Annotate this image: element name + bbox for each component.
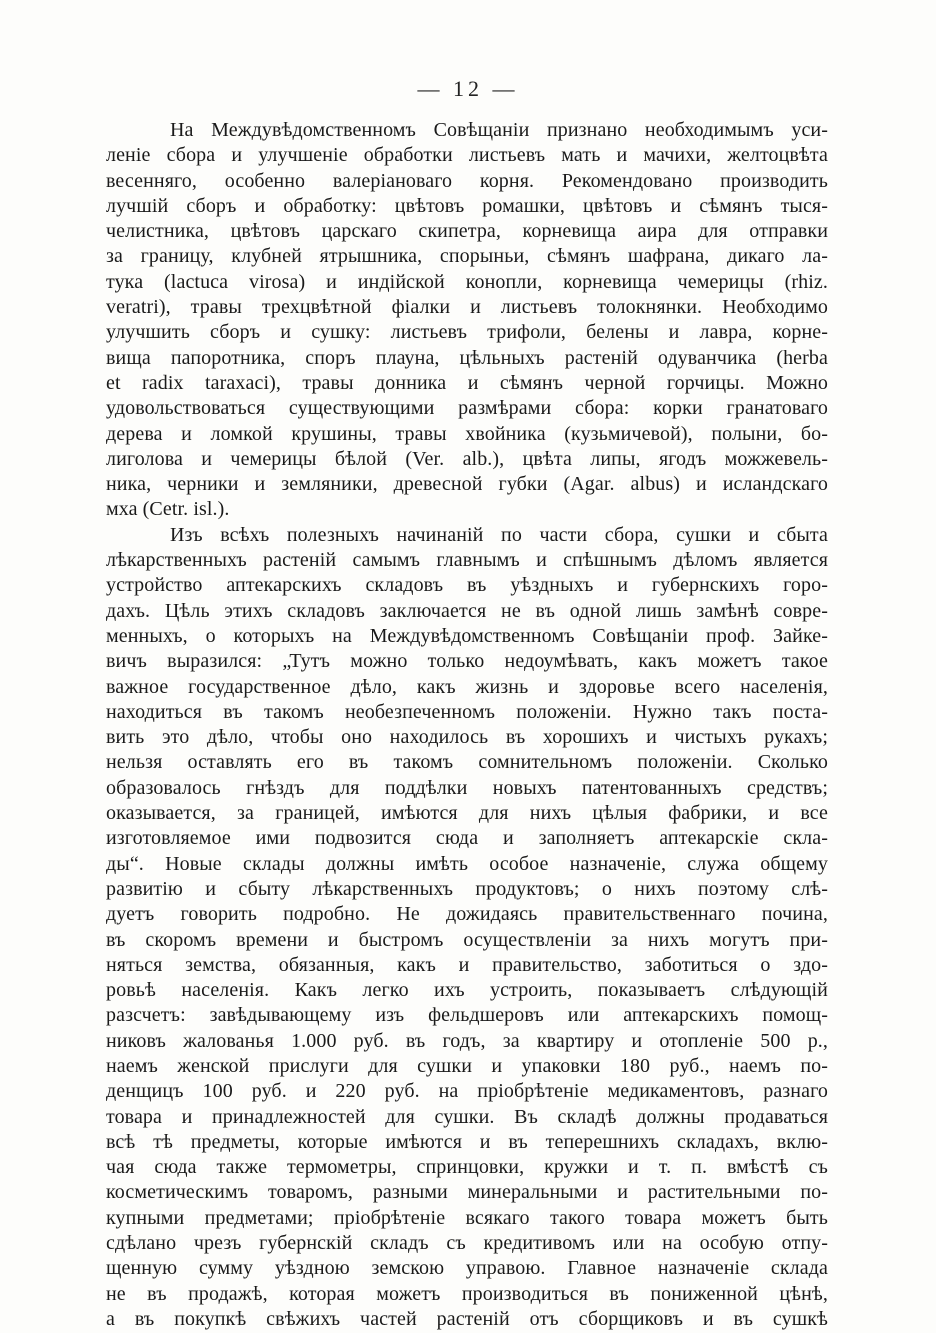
text-line: лучшій сборъ и обработку: цвѣтовъ ромашки, цвѣтовъ и сѣмянъ тыся- bbox=[106, 194, 828, 217]
text-line: челистника, цвѣтовъ царскаго скипетра, корневища аира для отправки bbox=[106, 220, 828, 243]
text-line: всѣ тѣ предметы, которые имѣются и въ теперешнихъ складахъ, вклю- bbox=[106, 1130, 828, 1153]
text-line: чая сюда также термометры, спринцовки, кружки и т. п. вмѣстѣ съ bbox=[106, 1156, 828, 1179]
text-line: купными предметами; пріобрѣтеніе всякаго такого товара можетъ быть bbox=[106, 1206, 828, 1229]
text-line: вить это дѣло, чтобы оно находилось въ хорошихъ и чистыхъ рукахъ; bbox=[106, 726, 828, 749]
text-line: образовалось гнѣздъ для поддѣлки новыхъ патентованныхъ средствъ; bbox=[106, 776, 828, 799]
text-line: леніе сбора и улучшеніе обработки листьевъ мать и мачихи, желтоцвѣта bbox=[106, 144, 828, 167]
text-line: вища папоротника, споръ плауна, цѣльныхъ растеній одуванчика (herba bbox=[106, 346, 828, 369]
text-line: за границу, клубней ятрышника, спорыньи, сѣмянъ шафрана, дикаго ла- bbox=[106, 245, 828, 268]
text-line: щенную сумму уѣздною земскою управою. Главное назначеніе склада bbox=[106, 1257, 828, 1280]
text-line: устройство аптекарскихъ складовъ въ уѣздныхъ и губернскихъ горо- bbox=[106, 574, 828, 597]
text-line: оказывается, за границей, имѣются для нихъ цѣлыя фабрики, и все bbox=[106, 802, 828, 825]
text-line: развитію и сбыту лѣкарственныхъ продуктовъ; о нихъ поэтому слѣ- bbox=[106, 877, 828, 900]
text-line: наемъ женской прислуги для сушки и упаковки 180 руб., наемъ по- bbox=[106, 1054, 828, 1077]
text-line: сдѣлано чрезъ губернскій складъ съ кредитивомъ или на особую отпу- bbox=[106, 1232, 828, 1255]
text-line: менныхъ, о которыхъ на Междувѣдомственномъ Совѣщаніи проф. Зайке- bbox=[106, 624, 828, 647]
text-line: никовъ жалованья 1.000 руб. въ годъ, за квартиру и отопленіе 500 р., bbox=[106, 1029, 828, 1052]
text-line: дерева и ломкой крушины, травы хвойника (кузьмичевой), полыни, бо- bbox=[106, 422, 828, 445]
text-line: изготовляемое ими подвозится сюда и заполняетъ аптекарскіе скла- bbox=[106, 827, 828, 850]
text-line: тука (lactuca virosa) и индійской конопли, корневища чемерицы (rhiz. bbox=[106, 270, 828, 293]
text-line: ровьѣ населенія. Какъ легко ихъ устроить, показываетъ слѣдующій bbox=[106, 979, 828, 1002]
text-line: нельзя оставлять его въ такомъ сомнительномъ положеніи. Сколько bbox=[106, 751, 828, 774]
text-line: а въ покупкѣ свѣжихъ частей растеній отъ сборщиковъ и въ сушкѣ bbox=[106, 1307, 828, 1330]
text-line: няться земства, обязанныя, какъ и правительство, заботиться о здо- bbox=[106, 953, 828, 976]
text-line: косметическимъ товаромъ, разными минеральными и растительными по- bbox=[106, 1181, 828, 1204]
text-line: удовольствоваться существующими размѣрами сбора: корки гранатоваго bbox=[106, 397, 828, 420]
text-line: На Междувѣдомственномъ Совѣщаніи признано необходимымъ уси- bbox=[170, 119, 828, 141]
text-line: въ скоромъ времени и быстромъ осуществленіи за нихъ могутъ при- bbox=[106, 928, 828, 951]
text-line: veratri), травы трехцвѣтной фіалки и листьевъ толокнянки. Необходимо bbox=[106, 296, 828, 319]
text-line: Изъ всѣхъ полезныхъ начинаній по части сбора, сушки и сбыта bbox=[170, 523, 828, 546]
text-line: ника, черники и земляники, древесной губки (Agar. albus) и исландскаго bbox=[106, 473, 828, 496]
body-text bbox=[106, 118, 828, 1332]
text-line: мха (Cetr. isl.). bbox=[106, 498, 230, 521]
text-line: лѣкарственныхъ растеній самымъ главнымъ и спѣшнымъ дѣломъ является bbox=[106, 549, 828, 572]
text-line: вичъ выразился: „Тутъ можно только недоумѣвать, какъ можетъ такое bbox=[106, 650, 828, 673]
text-line: не въ продажѣ, которая можетъ производиться въ пониженной цѣнѣ, bbox=[106, 1282, 828, 1305]
text-line: et radix taraxaci), травы донника и сѣмянъ черной горчицы. Можно bbox=[106, 371, 828, 394]
text-line: дахъ. Цѣль этихъ складовъ заключается не въ одной лишь замѣнѣ совре- bbox=[106, 599, 828, 622]
page-number: — 12 — bbox=[417, 76, 519, 101]
text-line: товара и принадлежностей для сушки. Въ складѣ должны продаваться bbox=[106, 1105, 828, 1128]
text-line: важное государственное дѣло, какъ жизнь и здоровье всего населенія, bbox=[106, 675, 828, 698]
text-line: дуетъ говорить подробно. Не дожидаясь правительственнаго почина, bbox=[106, 903, 828, 926]
text-line: находиться въ такомъ необезпеченномъ положеніи. Нужно такъ поста- bbox=[106, 700, 828, 723]
paragraph bbox=[106, 118, 828, 523]
text-line: весенняго, особенно валеріановаго корня. Рекомендовано производить bbox=[106, 169, 828, 192]
text-line: денщицъ 100 руб. и 220 руб. на пріобрѣтеніе медикаментовъ, разнаго bbox=[106, 1080, 828, 1103]
text-line: ды“. Новые склады должны имѣть особое назначеніе, служа общему bbox=[106, 852, 828, 875]
text-line: улучшить сборъ и сушку: листьевъ трифоли, белены и лавра, корне- bbox=[106, 321, 828, 344]
paragraph bbox=[106, 523, 828, 1333]
text-line: разсчетъ: завѣдывающему изъ фельдшеровъ или аптекарскихъ помощ- bbox=[106, 1004, 828, 1027]
text-line: лиголова и чемерицы бѣлой (Ver. alb.), цвѣта липы, ягодъ можжевель- bbox=[106, 447, 828, 470]
